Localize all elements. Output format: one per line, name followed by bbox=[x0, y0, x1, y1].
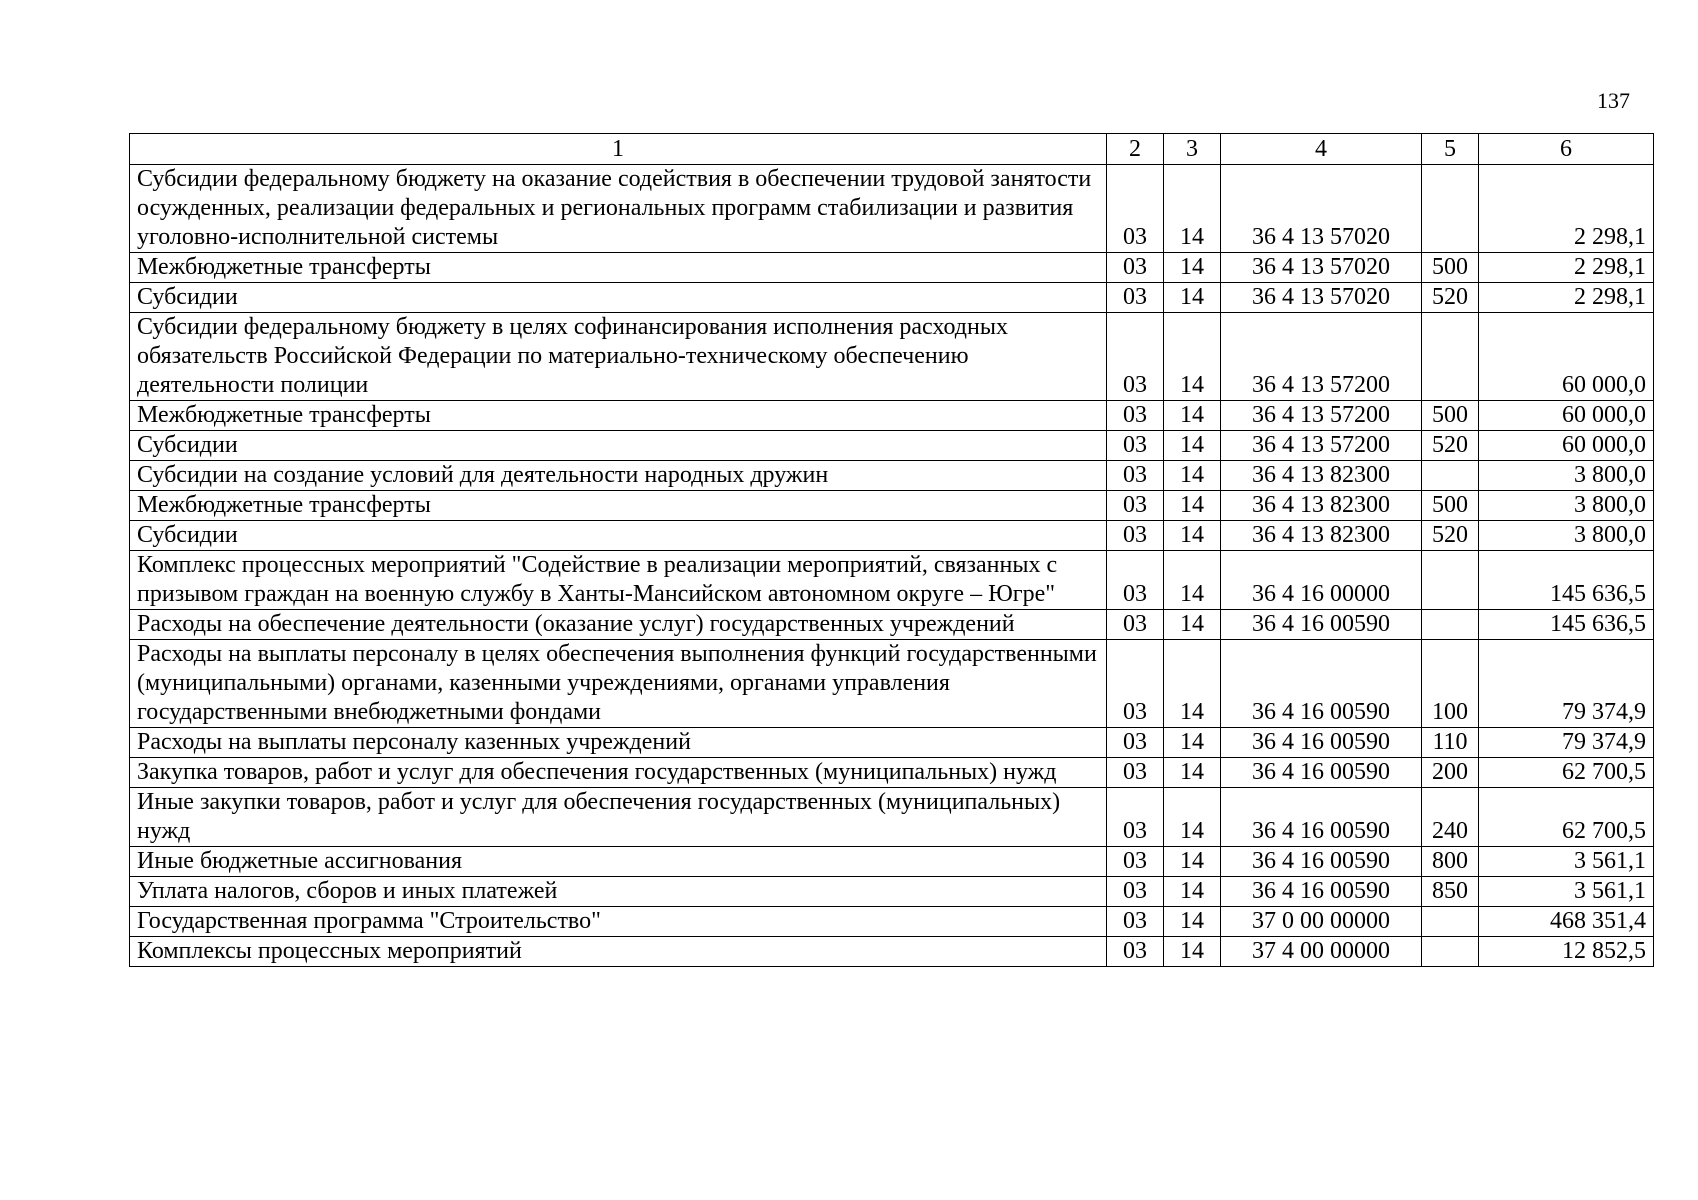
table-row bbox=[130, 521, 1654, 551]
row-name-cell: Иные закупки товаров, работ и услуг для обеспечения государственных (муниципальных) нужд bbox=[130, 788, 1107, 847]
row-amount-cell: 2 298,1 bbox=[1479, 253, 1654, 283]
row-code-cell: 36 4 13 57020 bbox=[1221, 283, 1422, 313]
table-row bbox=[130, 788, 1654, 847]
row-section-cell: 03 bbox=[1107, 788, 1164, 847]
row-name-cell: Расходы на выплаты персоналу в целях обеспечения выполнения функций государственными (муниципальными) органами, казенными учреждениями, органами управления государственными внебюджетными фондами bbox=[130, 640, 1107, 728]
row-code-cell: 36 4 16 00590 bbox=[1221, 847, 1422, 877]
row-code-cell: 36 4 13 82300 bbox=[1221, 491, 1422, 521]
row-section-cell: 03 bbox=[1107, 758, 1164, 788]
row-name-cell: Межбюджетные трансферты bbox=[130, 253, 1107, 283]
row-code-cell: 37 4 00 00000 bbox=[1221, 937, 1422, 967]
row-name-cell: Закупка товаров, работ и услуг для обеспечения государственных (муниципальных) нужд bbox=[130, 758, 1107, 788]
row-kind-cell: 800 bbox=[1422, 847, 1479, 877]
row-code-cell: 36 4 16 00000 bbox=[1221, 551, 1422, 610]
row-kind-cell: 100 bbox=[1422, 640, 1479, 728]
table-row bbox=[130, 877, 1654, 907]
table-row bbox=[130, 401, 1654, 431]
budget-table bbox=[129, 133, 1654, 967]
row-section-cell: 03 bbox=[1107, 491, 1164, 521]
row-section-cell: 03 bbox=[1107, 610, 1164, 640]
row-code-cell: 36 4 13 57200 bbox=[1221, 313, 1422, 401]
row-subsection-cell: 14 bbox=[1164, 610, 1221, 640]
row-kind-cell: 520 bbox=[1422, 521, 1479, 551]
row-amount-cell: 3 800,0 bbox=[1479, 491, 1654, 521]
row-name-cell: Субсидии bbox=[130, 521, 1107, 551]
column-header: 6 bbox=[1479, 134, 1654, 165]
row-subsection-cell: 14 bbox=[1164, 877, 1221, 907]
row-code-cell: 36 4 13 57200 bbox=[1221, 431, 1422, 461]
row-subsection-cell: 14 bbox=[1164, 937, 1221, 967]
table-row bbox=[130, 610, 1654, 640]
row-amount-cell: 145 636,5 bbox=[1479, 551, 1654, 610]
column-header: 1 bbox=[130, 134, 1107, 165]
table-row bbox=[130, 165, 1654, 253]
row-kind-cell: 520 bbox=[1422, 283, 1479, 313]
row-section-cell: 03 bbox=[1107, 431, 1164, 461]
row-kind-cell: 110 bbox=[1422, 728, 1479, 758]
row-subsection-cell: 14 bbox=[1164, 758, 1221, 788]
row-amount-cell: 60 000,0 bbox=[1479, 313, 1654, 401]
table-header-row bbox=[130, 134, 1654, 165]
row-kind-cell bbox=[1422, 461, 1479, 491]
row-amount-cell: 62 700,5 bbox=[1479, 758, 1654, 788]
table-row bbox=[130, 937, 1654, 967]
row-section-cell: 03 bbox=[1107, 877, 1164, 907]
row-kind-cell bbox=[1422, 313, 1479, 401]
row-code-cell: 36 4 16 00590 bbox=[1221, 640, 1422, 728]
row-subsection-cell: 14 bbox=[1164, 283, 1221, 313]
table-row bbox=[130, 283, 1654, 313]
row-kind-cell: 500 bbox=[1422, 401, 1479, 431]
row-kind-cell bbox=[1422, 165, 1479, 253]
row-name-cell: Субсидии на создание условий для деятельности народных дружин bbox=[130, 461, 1107, 491]
row-code-cell: 37 0 00 00000 bbox=[1221, 907, 1422, 937]
row-subsection-cell: 14 bbox=[1164, 788, 1221, 847]
row-kind-cell bbox=[1422, 907, 1479, 937]
table-row bbox=[130, 313, 1654, 401]
table-row bbox=[130, 728, 1654, 758]
row-code-cell: 36 4 16 00590 bbox=[1221, 758, 1422, 788]
row-section-cell: 03 bbox=[1107, 847, 1164, 877]
row-subsection-cell: 14 bbox=[1164, 551, 1221, 610]
row-code-cell: 36 4 13 82300 bbox=[1221, 521, 1422, 551]
row-name-cell: Расходы на обеспечение деятельности (оказание услуг) государственных учреждений bbox=[130, 610, 1107, 640]
row-name-cell: Субсидии федеральному бюджету на оказание содействия в обеспечении трудовой занятости осужденных, реализации федеральных и региональных программ стабилизации и развития уголовно-исполнительной системы bbox=[130, 165, 1107, 253]
table-row bbox=[130, 640, 1654, 728]
row-kind-cell: 520 bbox=[1422, 431, 1479, 461]
row-kind-cell: 500 bbox=[1422, 253, 1479, 283]
row-name-cell: Государственная программа "Строительство" bbox=[130, 907, 1107, 937]
row-code-cell: 36 4 13 82300 bbox=[1221, 461, 1422, 491]
row-code-cell: 36 4 16 00590 bbox=[1221, 728, 1422, 758]
row-amount-cell: 468 351,4 bbox=[1479, 907, 1654, 937]
row-name-cell: Межбюджетные трансферты bbox=[130, 401, 1107, 431]
row-amount-cell: 62 700,5 bbox=[1479, 788, 1654, 847]
table-row bbox=[130, 431, 1654, 461]
row-subsection-cell: 14 bbox=[1164, 401, 1221, 431]
row-amount-cell: 79 374,9 bbox=[1479, 640, 1654, 728]
row-subsection-cell: 14 bbox=[1164, 847, 1221, 877]
column-header: 2 bbox=[1107, 134, 1164, 165]
row-name-cell: Расходы на выплаты персоналу казенных учреждений bbox=[130, 728, 1107, 758]
row-code-cell: 36 4 16 00590 bbox=[1221, 610, 1422, 640]
row-section-cell: 03 bbox=[1107, 461, 1164, 491]
row-amount-cell: 60 000,0 bbox=[1479, 401, 1654, 431]
row-section-cell: 03 bbox=[1107, 165, 1164, 253]
column-header: 4 bbox=[1221, 134, 1422, 165]
row-code-cell: 36 4 16 00590 bbox=[1221, 877, 1422, 907]
table-row bbox=[130, 461, 1654, 491]
page-number: 137 bbox=[1597, 88, 1630, 113]
row-kind-cell: 850 bbox=[1422, 877, 1479, 907]
row-code-cell: 36 4 13 57200 bbox=[1221, 401, 1422, 431]
row-name-cell: Комплексы процессных мероприятий bbox=[130, 937, 1107, 967]
row-amount-cell: 3 800,0 bbox=[1479, 461, 1654, 491]
row-section-cell: 03 bbox=[1107, 937, 1164, 967]
table-row bbox=[130, 907, 1654, 937]
row-kind-cell bbox=[1422, 551, 1479, 610]
row-name-cell: Субсидии bbox=[130, 283, 1107, 313]
row-name-cell: Межбюджетные трансферты bbox=[130, 491, 1107, 521]
column-header: 3 bbox=[1164, 134, 1221, 165]
row-kind-cell: 500 bbox=[1422, 491, 1479, 521]
row-name-cell: Уплата налогов, сборов и иных платежей bbox=[130, 877, 1107, 907]
row-subsection-cell: 14 bbox=[1164, 521, 1221, 551]
table-row bbox=[130, 758, 1654, 788]
row-section-cell: 03 bbox=[1107, 728, 1164, 758]
row-section-cell: 03 bbox=[1107, 907, 1164, 937]
row-section-cell: 03 bbox=[1107, 521, 1164, 551]
row-code-cell: 36 4 13 57020 bbox=[1221, 165, 1422, 253]
row-name-cell: Комплекс процессных мероприятий "Содействие в реализации мероприятий, связанных с призывом граждан на военную службу в Ханты-Мансийском автономном округе – Югре" bbox=[130, 551, 1107, 610]
table-row bbox=[130, 491, 1654, 521]
row-kind-cell: 240 bbox=[1422, 788, 1479, 847]
table-row bbox=[130, 847, 1654, 877]
row-code-cell: 36 4 16 00590 bbox=[1221, 788, 1422, 847]
row-name-cell: Субсидии bbox=[130, 431, 1107, 461]
row-kind-cell bbox=[1422, 610, 1479, 640]
row-subsection-cell: 14 bbox=[1164, 253, 1221, 283]
row-amount-cell: 2 298,1 bbox=[1479, 283, 1654, 313]
row-section-cell: 03 bbox=[1107, 313, 1164, 401]
row-subsection-cell: 14 bbox=[1164, 461, 1221, 491]
row-amount-cell: 60 000,0 bbox=[1479, 431, 1654, 461]
row-amount-cell: 145 636,5 bbox=[1479, 610, 1654, 640]
row-subsection-cell: 14 bbox=[1164, 491, 1221, 521]
row-amount-cell: 2 298,1 bbox=[1479, 165, 1654, 253]
row-amount-cell: 79 374,9 bbox=[1479, 728, 1654, 758]
row-amount-cell: 3 561,1 bbox=[1479, 877, 1654, 907]
row-subsection-cell: 14 bbox=[1164, 728, 1221, 758]
row-amount-cell: 3 561,1 bbox=[1479, 847, 1654, 877]
row-amount-cell: 3 800,0 bbox=[1479, 521, 1654, 551]
row-section-cell: 03 bbox=[1107, 253, 1164, 283]
row-subsection-cell: 14 bbox=[1164, 907, 1221, 937]
table-row bbox=[130, 551, 1654, 610]
row-section-cell: 03 bbox=[1107, 551, 1164, 610]
row-subsection-cell: 14 bbox=[1164, 431, 1221, 461]
row-code-cell: 36 4 13 57020 bbox=[1221, 253, 1422, 283]
row-amount-cell: 12 852,5 bbox=[1479, 937, 1654, 967]
row-subsection-cell: 14 bbox=[1164, 640, 1221, 728]
row-section-cell: 03 bbox=[1107, 401, 1164, 431]
row-subsection-cell: 14 bbox=[1164, 165, 1221, 253]
table-row bbox=[130, 253, 1654, 283]
row-name-cell: Субсидии федеральному бюджету в целях софинансирования исполнения расходных обязательств Российской Федерации по материально-техническому обеспечению деятельности полиции bbox=[130, 313, 1107, 401]
row-section-cell: 03 bbox=[1107, 640, 1164, 728]
row-kind-cell: 200 bbox=[1422, 758, 1479, 788]
row-section-cell: 03 bbox=[1107, 283, 1164, 313]
row-kind-cell bbox=[1422, 937, 1479, 967]
row-name-cell: Иные бюджетные ассигнования bbox=[130, 847, 1107, 877]
row-subsection-cell: 14 bbox=[1164, 313, 1221, 401]
column-header: 5 bbox=[1422, 134, 1479, 165]
